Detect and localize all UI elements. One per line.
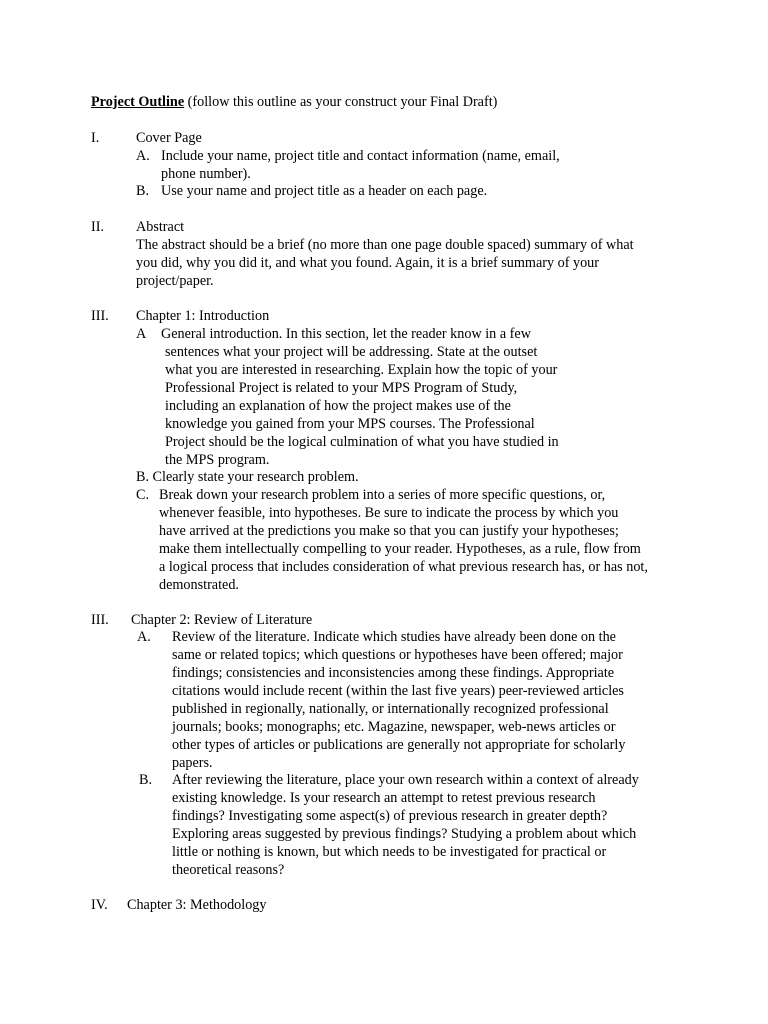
section-2-line: The abstract should be a brief (no more than one page double spaced) summary of what	[136, 237, 634, 253]
section-3-item-a-line: what you are interested in researching. Explain how the topic of your	[165, 362, 558, 378]
section-4-item-a-line: published in regionally, nationally, or internationally recognized professional	[172, 701, 609, 717]
section-4-item-a-marker: A.	[137, 629, 151, 645]
section-4-item-a-line: same or related topics; which questions or hypotheses have been offered; major	[172, 647, 623, 663]
section-2-numeral: II.	[91, 219, 104, 235]
section-3-item-b-line: B. Clearly state your research problem.	[136, 469, 359, 485]
section-3-item-a-line: Professional Project is related to your MPS Program of Study,	[165, 380, 518, 396]
page-subtitle: (follow this outline as your construct your Final Draft)	[184, 94, 498, 110]
section-2-line: you did, why you did it, and what you found. Again, it is a brief summary of your	[136, 255, 600, 271]
section-4-item-b-line: little or nothing is known, but which needs to be investigated for practical or	[172, 844, 607, 860]
section-4-item-a-line: journals; books; monographs; etc. Magazine, newspaper, web-news articles or	[172, 719, 616, 735]
section-3-item-c-line: Break down your research problem into a series of more specific questions, or,	[159, 487, 606, 503]
section-3-item-c-line: whenever feasible, into hypotheses. Be sure to indicate the process by which you	[159, 505, 619, 521]
section-4-item-a-line: citations would include recent (within the last five years) peer-reviewed articles	[172, 683, 624, 699]
outline-title-line	[91, 93, 497, 111]
section-2-line: project/paper.	[136, 273, 214, 289]
section-4-item-a-line: findings; consistencies and inconsistencies among these findings. Appropriate	[172, 665, 615, 681]
section-4-item-b-line: Exploring areas suggested by previous findings? Studying a problem about which	[172, 826, 637, 842]
section-4-item-b-marker: B.	[139, 772, 153, 788]
section-3-item-a-marker: A	[136, 326, 147, 342]
section-3-item-a-line: General introduction. In this section, let the reader know in a few	[161, 326, 531, 342]
section-3-item-a-line: sentences what your project will be addressing. State at the outset	[165, 344, 538, 360]
section-4-numeral: III.	[91, 612, 109, 628]
section-3-item-c-line: make them intellectually compelling to your reader. Hypotheses, as a rule, flow from	[159, 541, 641, 557]
section-4-heading: Chapter 2: Review of Literature	[131, 612, 313, 628]
section-3-item-a-line: including an explanation of how the project makes use of the	[165, 398, 511, 414]
section-4-item-b-line: findings? Investigating some aspect(s) of previous research in greater depth?	[172, 808, 608, 824]
page-title: Project Outline	[91, 94, 185, 110]
section-1-numeral: I.	[91, 130, 100, 146]
section-3-heading: Chapter 1: Introduction	[136, 308, 270, 324]
section-1-item-a-line: phone number).	[161, 166, 251, 182]
section-3-numeral: III.	[91, 308, 109, 324]
section-4-item-a-line: other types of articles or publications are generally not appropriate for scholarly	[172, 737, 626, 753]
section-5-heading: Chapter 3: Methodology	[127, 897, 267, 913]
section-3-item-c-line: a logical process that includes consideration of what previous research has, or has not,	[159, 559, 648, 575]
section-4-item-b-line: existing knowledge. Is your research an attempt to retest previous research	[172, 790, 596, 806]
section-3-item-a-line: Project should be the logical culmination of what you have studied in	[165, 434, 559, 450]
section-5-numeral: IV.	[91, 897, 108, 913]
section-1-heading: Cover Page	[136, 130, 202, 146]
section-3-item-c-marker: C.	[136, 487, 150, 503]
section-1-item-a-line: Include your name, project title and contact information (name, email,	[161, 148, 560, 164]
section-4-item-b-line: theoretical reasons?	[172, 862, 285, 878]
section-1-item-b-line: Use your name and project title as a header on each page.	[161, 183, 488, 199]
section-3-item-c-line: have arrived at the predictions you make so that you can justify your hypotheses;	[159, 523, 619, 539]
section-4-item-a-line: papers.	[172, 755, 213, 771]
section-3-item-a-line: the MPS program.	[165, 452, 270, 468]
section-3-item-a-line: knowledge you gained from your MPS courses. The Professional	[165, 416, 535, 432]
section-2-heading: Abstract	[136, 219, 185, 235]
section-4-item-b-line: After reviewing the literature, place your own research within a context of already	[172, 772, 639, 788]
section-1-item-a-marker: A.	[136, 148, 150, 164]
section-1-item-b-marker: B.	[136, 183, 150, 199]
section-3-item-c-line: demonstrated.	[159, 577, 239, 593]
section-4-item-a-line: Review of the literature. Indicate which studies have already been done on the	[172, 629, 616, 645]
